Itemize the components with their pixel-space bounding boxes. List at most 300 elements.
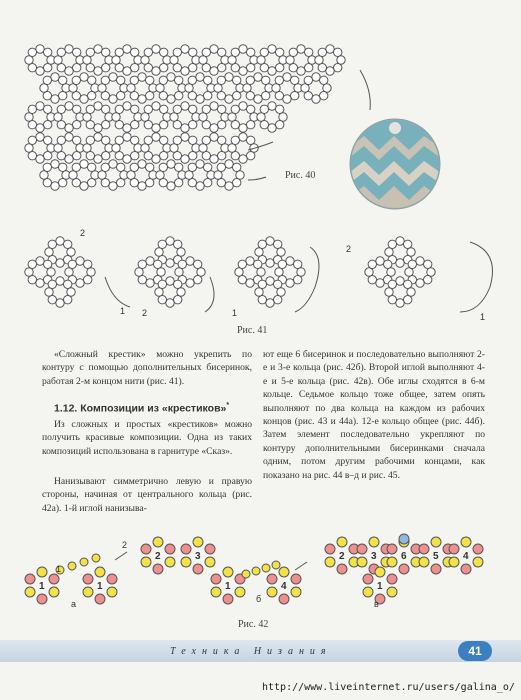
bead <box>312 95 320 103</box>
bead <box>357 544 367 554</box>
ring-number: 6 <box>401 551 407 562</box>
bead <box>268 102 276 110</box>
bead <box>57 48 65 56</box>
bead <box>36 155 44 163</box>
bead <box>272 84 280 92</box>
bead <box>57 105 65 113</box>
bead <box>246 92 254 100</box>
bead <box>80 95 88 103</box>
bead <box>235 268 243 276</box>
bead <box>159 92 167 100</box>
bead <box>202 136 210 144</box>
bead <box>48 240 56 248</box>
bead <box>419 557 429 567</box>
bead <box>49 574 59 584</box>
bead <box>305 48 313 56</box>
bead <box>67 288 75 296</box>
bead <box>94 67 102 75</box>
bead <box>159 76 167 84</box>
ring-number: 1 <box>39 581 45 592</box>
bead <box>238 276 246 284</box>
bead <box>449 544 459 554</box>
bead <box>76 279 84 287</box>
bead <box>83 113 91 121</box>
bead <box>210 124 218 132</box>
bead <box>109 182 117 190</box>
bead <box>277 288 285 296</box>
bead <box>144 152 152 160</box>
bead <box>80 73 88 81</box>
bead <box>260 63 268 71</box>
source-url: http://www.liveinternet.ru/users/galina_o/ <box>262 682 515 693</box>
bead <box>165 557 175 567</box>
bead <box>202 48 210 56</box>
bead <box>173 136 181 144</box>
bead <box>54 144 62 152</box>
bead <box>44 260 52 268</box>
bead <box>388 240 396 248</box>
bead <box>87 268 95 276</box>
bead <box>48 280 56 288</box>
bead <box>166 259 174 267</box>
bead <box>387 587 397 597</box>
bead <box>325 544 335 554</box>
bead <box>297 45 305 53</box>
bead <box>228 56 236 64</box>
bead <box>51 182 59 190</box>
bead <box>167 182 175 190</box>
bead <box>175 163 183 171</box>
bead <box>138 160 146 168</box>
thread-arrow-icon <box>460 242 493 312</box>
bead <box>102 48 110 56</box>
bead <box>47 268 55 276</box>
bead <box>225 160 233 168</box>
bead <box>109 73 117 81</box>
thread-label-1b: 1 <box>232 308 238 318</box>
bead <box>98 171 106 179</box>
bead <box>262 564 270 572</box>
bead <box>36 45 44 53</box>
bead <box>146 179 154 187</box>
bead <box>127 84 135 92</box>
bead <box>56 277 64 285</box>
bead <box>94 133 102 141</box>
bead <box>37 567 47 577</box>
bead <box>363 574 373 584</box>
bead <box>73 136 81 144</box>
bead <box>123 124 131 132</box>
bead <box>173 48 181 56</box>
bead <box>334 63 342 71</box>
bead <box>272 561 280 569</box>
bead <box>239 67 247 75</box>
bead <box>73 48 81 56</box>
section-heading-mark: * <box>226 402 230 409</box>
left-paragraph-1: «Сложный крестик» можно укрепить по контуру с помощью дополнительных бисеринок, работая 2-м концом нити (рис. 41). <box>42 349 252 387</box>
bead <box>211 587 221 597</box>
bead <box>294 276 302 284</box>
bead <box>48 296 56 304</box>
bead <box>189 63 197 71</box>
bead <box>51 73 59 81</box>
bead <box>130 179 138 187</box>
bead <box>167 73 175 81</box>
bead <box>123 45 131 53</box>
bead <box>254 260 262 268</box>
bead <box>388 280 396 288</box>
bead <box>297 67 305 75</box>
bead <box>160 48 168 56</box>
bead <box>246 279 254 287</box>
bead <box>94 155 102 163</box>
bead <box>223 567 233 577</box>
bead <box>146 257 154 265</box>
bead <box>276 48 284 56</box>
bead <box>291 574 301 584</box>
bead <box>235 587 245 597</box>
bead <box>266 299 274 307</box>
bead <box>218 121 226 129</box>
bead <box>43 76 51 84</box>
bead <box>107 574 117 584</box>
bead <box>67 248 75 256</box>
bead <box>155 288 163 296</box>
bead <box>102 121 110 129</box>
bead <box>28 48 36 56</box>
bead <box>44 152 52 160</box>
bead <box>68 260 76 268</box>
bead <box>202 105 210 113</box>
bead <box>51 95 59 103</box>
bead <box>238 260 246 268</box>
bead <box>166 277 174 285</box>
bead <box>188 179 196 187</box>
ring-number: 5 <box>433 551 439 562</box>
bead <box>130 163 138 171</box>
bead <box>416 279 424 287</box>
bead <box>146 92 154 100</box>
bead <box>102 136 110 144</box>
bead <box>268 67 276 75</box>
bead <box>131 105 139 113</box>
bead <box>54 113 62 121</box>
bead <box>173 63 181 71</box>
bead <box>63 240 71 248</box>
bead <box>80 182 88 190</box>
bead <box>152 45 160 53</box>
bead <box>86 136 94 144</box>
bead <box>189 152 197 160</box>
bead <box>117 163 125 171</box>
bead <box>186 279 194 287</box>
bead <box>217 92 225 100</box>
bead <box>152 102 160 110</box>
bead <box>210 155 218 163</box>
bead <box>357 557 367 567</box>
bead <box>291 587 301 597</box>
bead <box>115 48 123 56</box>
bead <box>56 237 64 245</box>
bead <box>59 179 67 187</box>
bead <box>318 48 326 56</box>
thread-arrow-icon <box>205 277 214 312</box>
ring-number: 4 <box>281 581 287 592</box>
bead <box>36 124 44 132</box>
bead <box>80 558 88 566</box>
bead <box>25 268 33 276</box>
bead <box>214 171 222 179</box>
bead <box>153 564 163 574</box>
thread-label-2b: 2 <box>142 308 148 318</box>
bead <box>197 268 205 276</box>
bead <box>315 56 323 64</box>
bead <box>228 113 236 121</box>
bead <box>243 84 251 92</box>
bead <box>387 544 397 554</box>
bead <box>73 105 81 113</box>
bead <box>396 237 404 245</box>
bead <box>174 280 182 288</box>
thread-label-1: 1 <box>120 306 126 316</box>
section-heading <box>54 402 264 415</box>
bead <box>175 268 183 276</box>
bead <box>236 171 244 179</box>
bead <box>274 296 282 304</box>
bead <box>115 121 123 129</box>
bead <box>102 152 110 160</box>
bead <box>217 163 225 171</box>
bead <box>138 95 146 103</box>
bead <box>167 95 175 103</box>
bead <box>109 160 117 168</box>
bead <box>170 113 178 121</box>
bead <box>56 299 64 307</box>
bead <box>166 299 174 307</box>
bead <box>144 121 152 129</box>
bead <box>40 84 48 92</box>
bead <box>175 92 183 100</box>
bead <box>56 259 64 267</box>
bead <box>174 240 182 248</box>
bead <box>25 587 35 597</box>
bead <box>88 179 96 187</box>
bead <box>258 280 266 288</box>
bead <box>326 67 334 75</box>
footer-title: Техника Низания <box>170 646 332 657</box>
bead <box>431 537 441 547</box>
bead <box>193 537 203 547</box>
bead <box>204 179 212 187</box>
bead <box>376 257 384 265</box>
bead <box>25 574 35 584</box>
bead <box>304 92 312 100</box>
bead <box>131 63 139 71</box>
bead <box>304 76 312 84</box>
bead <box>130 76 138 84</box>
bead <box>291 76 299 84</box>
bead <box>102 63 110 71</box>
bead <box>59 92 67 100</box>
bead <box>54 56 62 64</box>
bead <box>44 48 52 56</box>
bead <box>144 136 152 144</box>
bead <box>239 133 247 141</box>
bead <box>277 248 285 256</box>
bead <box>57 136 65 144</box>
bead <box>138 73 146 81</box>
figure-42-diagrams <box>0 530 521 630</box>
bead <box>279 594 289 604</box>
bead <box>268 45 276 53</box>
bead <box>387 557 397 567</box>
bead <box>291 92 299 100</box>
bead <box>369 537 379 547</box>
bead <box>123 102 131 110</box>
bead <box>159 179 167 187</box>
bead <box>252 567 260 575</box>
bead <box>83 574 93 584</box>
fig42a-thread-1: 1 <box>56 564 62 574</box>
bead <box>141 56 149 64</box>
bead <box>65 124 73 132</box>
bead <box>186 257 194 265</box>
bead <box>94 102 102 110</box>
bead <box>279 567 289 577</box>
bead <box>170 56 178 64</box>
bead <box>138 276 146 284</box>
bead <box>218 136 226 144</box>
bead <box>301 84 309 92</box>
bead <box>37 594 47 604</box>
bead <box>257 113 265 121</box>
bead <box>424 276 432 284</box>
bead <box>65 155 73 163</box>
figure-40-caption: Рис. 40 <box>285 170 316 181</box>
bead <box>247 136 255 144</box>
bead <box>181 544 191 554</box>
bead <box>43 179 51 187</box>
bead <box>131 121 139 129</box>
bead <box>181 102 189 110</box>
bead <box>141 544 151 554</box>
bead <box>286 56 294 64</box>
bead <box>194 260 202 268</box>
bead <box>109 95 117 103</box>
bead <box>65 45 73 53</box>
bead <box>65 102 73 110</box>
bead <box>44 136 52 144</box>
bead <box>387 574 397 584</box>
bead <box>84 276 92 284</box>
bead <box>274 240 282 248</box>
bead <box>146 163 154 171</box>
bead <box>204 163 212 171</box>
right-column-text: ют еще 6 бисеринок и последовательно выполняют 2-е и 3-е кольца (рис. 42б). Второй иглой выполняют 4-е и 5-е кольца (рис. 42в). Обе иглы сходятся в 6-м кольце. Седьмое кольцо тоже общее, затем опять выполняют по два кольца на каждом из рабочих концов (рис. 43 и 44а). 12-е кольцо общее (рис. 44б). Затем элемент последовательно укрепляют по контуру дополнительными бисеринками сначала одним, потом другим рабочими концами, как показано на рис. 44 в–д и рис. 45. <box>263 349 485 481</box>
bead <box>158 280 166 288</box>
bead <box>239 45 247 53</box>
bead <box>275 76 283 84</box>
bead <box>231 63 239 71</box>
fig42-label-v: в <box>374 599 379 609</box>
bead <box>233 92 241 100</box>
bead <box>181 155 189 163</box>
bead <box>73 152 81 160</box>
bead <box>88 92 96 100</box>
bead <box>260 105 268 113</box>
bead <box>131 136 139 144</box>
bead <box>69 171 77 179</box>
bead <box>57 152 65 160</box>
bead <box>158 296 166 304</box>
bead <box>283 95 291 103</box>
bead <box>101 92 109 100</box>
bead <box>188 163 196 171</box>
bead <box>289 48 297 56</box>
bead <box>205 544 215 554</box>
bead <box>45 288 53 296</box>
bead <box>160 63 168 71</box>
bead <box>233 163 241 171</box>
bead <box>461 564 471 574</box>
left-paragraph-3: Нанизывают симметрично левую и правую стороны, начиная от центрального кольца (рис. 42а). 1-й иглой нанизыва- <box>42 476 252 514</box>
bead <box>199 56 207 64</box>
bead <box>177 288 185 296</box>
bead <box>214 84 222 92</box>
bead <box>408 260 416 268</box>
bead <box>255 248 263 256</box>
bead <box>396 277 404 285</box>
ring-number: 1 <box>377 581 383 592</box>
bead <box>233 76 241 84</box>
bead <box>115 136 123 144</box>
bead <box>45 248 53 256</box>
bead <box>189 121 197 129</box>
bead <box>254 73 262 81</box>
thread-label-1c: 1 <box>480 312 486 322</box>
bead <box>404 280 412 288</box>
bead <box>246 257 254 265</box>
bead <box>59 163 67 171</box>
bead <box>407 248 415 256</box>
bead <box>98 84 106 92</box>
bead <box>181 67 189 75</box>
bead <box>283 73 291 81</box>
bead <box>320 76 328 84</box>
bead <box>28 136 36 144</box>
bead <box>86 152 94 160</box>
bead <box>51 160 59 168</box>
bead <box>153 537 163 547</box>
bead <box>28 121 36 129</box>
bead <box>65 268 73 276</box>
bead <box>144 105 152 113</box>
bead <box>86 63 94 71</box>
page-number-badge: 41 <box>458 641 492 661</box>
bead <box>337 564 347 574</box>
ring-number: 3 <box>371 551 377 562</box>
bead <box>247 63 255 71</box>
bead <box>158 240 166 248</box>
bead <box>57 121 65 129</box>
bead <box>154 260 162 268</box>
bead <box>107 587 117 597</box>
bead <box>188 92 196 100</box>
bead <box>160 121 168 129</box>
bead <box>286 257 294 265</box>
bead <box>72 163 80 171</box>
bead <box>43 163 51 171</box>
